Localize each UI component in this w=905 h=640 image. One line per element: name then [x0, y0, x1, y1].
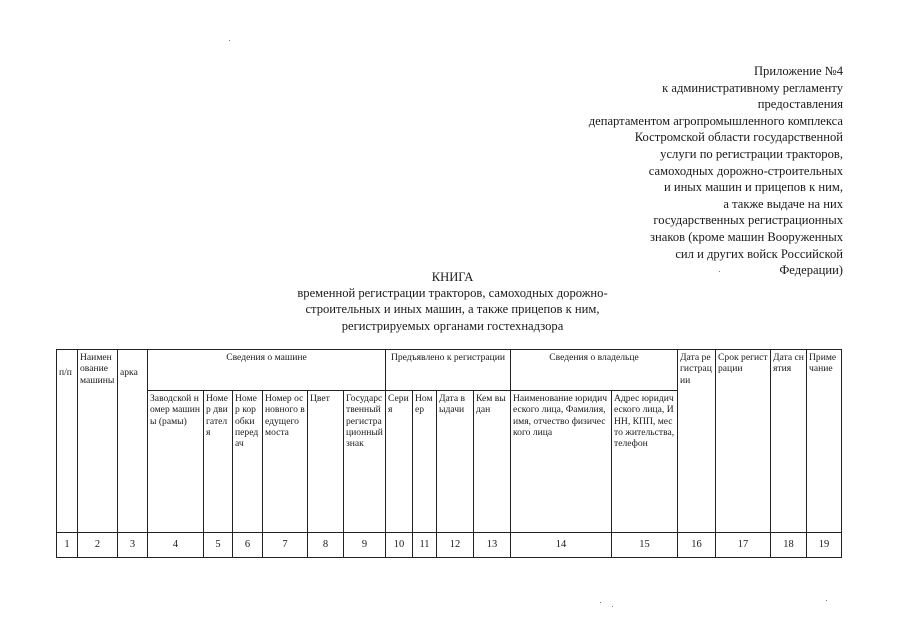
scan-speck	[612, 606, 613, 607]
column-number: 17	[716, 533, 771, 558]
appendix-line: к административному регламенту	[662, 80, 843, 95]
book-heading	[200, 269, 705, 334]
appendix-line: Приложение №4	[753, 64, 843, 78]
column-number: 2	[78, 533, 118, 558]
column-number: 14	[511, 533, 612, 558]
appendix-line: услуги по регистрации тракторов,	[660, 146, 843, 161]
appendix-block	[463, 63, 843, 279]
header-owner-name: Наименование юридического лица, Фамилия, имя, отчество физического лица	[511, 391, 612, 533]
header-issue-date: Дата выдачи	[437, 391, 474, 533]
book-subtitle-line: регистрируемых органами гостехнадзора	[341, 318, 564, 333]
column-number: 8	[308, 533, 344, 558]
header-series: Серия	[386, 391, 413, 533]
header-number: Номер	[413, 391, 437, 533]
header-owner-info: Сведения о владельце	[511, 350, 678, 391]
appendix-line: сил и других войск Российской	[675, 246, 843, 261]
column-number: 15	[612, 533, 678, 558]
appendix-line: Костромской области государственной	[634, 130, 843, 145]
book-title: КНИГА	[431, 270, 474, 284]
appendix-line: и иных машин и прицепов к ним,	[663, 180, 843, 195]
column-number: 12	[437, 533, 474, 558]
header-pp: п/п	[57, 350, 78, 533]
header-axle-number: Номер основного ведущего моста	[263, 391, 308, 533]
column-number: 1	[57, 533, 78, 558]
header-issued-by: Кем выдан	[474, 391, 511, 533]
header-note: Примечание	[807, 350, 842, 533]
scan-speck	[229, 40, 230, 41]
appendix-line: самоходных дорожно-строительных	[648, 163, 843, 178]
scan-speck	[600, 602, 601, 603]
header-machine-info: Сведения о машине	[148, 350, 386, 391]
scan-speck	[826, 600, 827, 601]
column-number: 9	[344, 533, 386, 558]
column-number: 6	[233, 533, 263, 558]
column-number: 3	[118, 533, 148, 558]
registration-table	[56, 349, 842, 558]
header-factory-number: Заводской номер машины (рамы)	[148, 391, 204, 533]
appendix-line: Федерации)	[779, 263, 843, 278]
column-number: 11	[413, 533, 437, 558]
scan-speck	[719, 271, 720, 272]
column-number: 16	[678, 533, 716, 558]
header-reg-term: Срок регистрации	[716, 350, 771, 533]
column-number: 13	[474, 533, 511, 558]
header-owner-address: Адрес юридического лица, ИНН, КПП, место жительства, телефон	[612, 391, 678, 533]
header-engine-number: Номер двигателя	[204, 391, 233, 533]
book-subtitle-line: временной регистрации тракторов, самоходных дорожно-	[297, 286, 608, 301]
column-number: 5	[204, 533, 233, 558]
header-removal-date: Дата снятия	[771, 350, 807, 533]
header-brand: арка	[118, 350, 148, 533]
header-state-plate: Государственный регистрационный знак	[344, 391, 386, 533]
header-gearbox-number: Номер коробки передач	[233, 391, 263, 533]
header-machine-name: Наименование машины	[78, 350, 118, 533]
column-number: 18	[771, 533, 807, 558]
appendix-line: знаков (кроме машин Вооруженных	[650, 229, 843, 244]
appendix-line: департаментом агропромышленного комплекса	[588, 113, 843, 128]
header-presented: Предъявлено к регистрации	[386, 350, 511, 391]
appendix-line: государственных регистрационных	[653, 213, 843, 228]
appendix-line: а также выдаче на них	[723, 196, 843, 211]
column-number: 10	[386, 533, 413, 558]
header-color: Цвет	[308, 391, 344, 533]
column-number: 19	[807, 533, 842, 558]
book-subtitle-line: строительных и иных машин, а также прицепов к ним,	[305, 302, 600, 317]
column-number: 7	[263, 533, 308, 558]
column-number: 4	[148, 533, 204, 558]
header-reg-date: Дата регистрации	[678, 350, 716, 533]
appendix-line: предоставления	[757, 97, 843, 112]
